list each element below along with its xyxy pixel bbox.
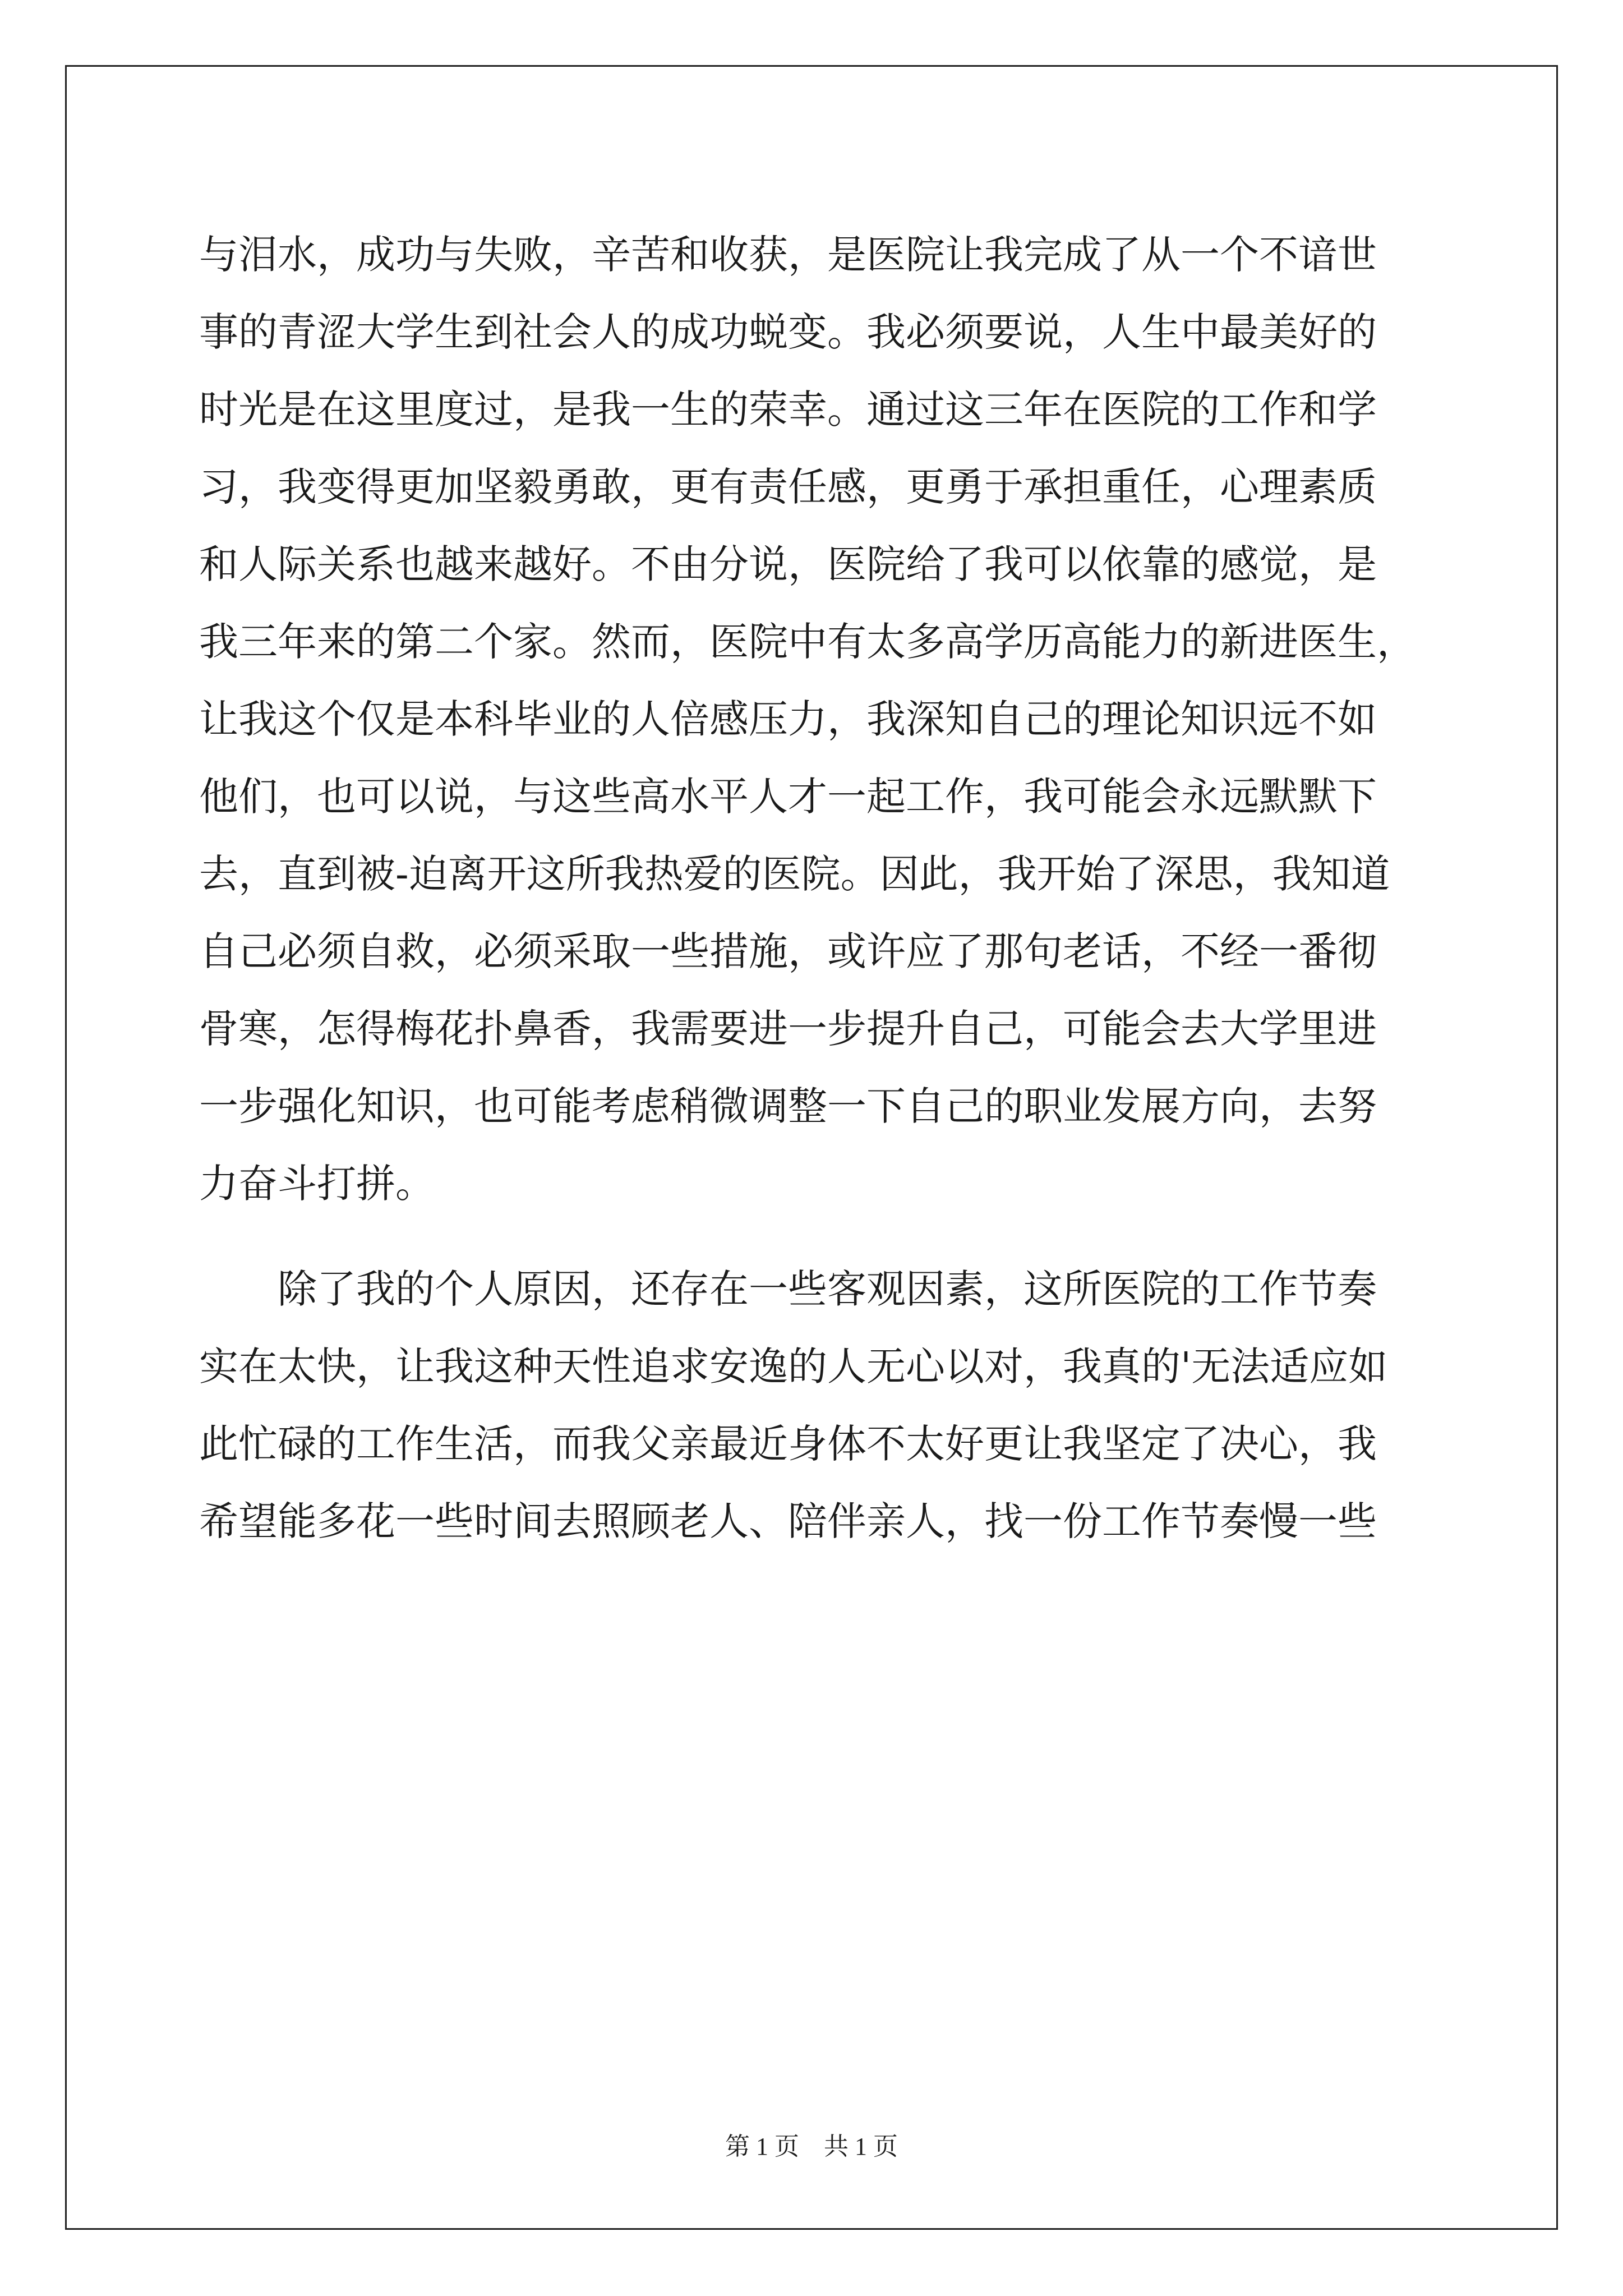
text-line: 力奋斗打拼。 (199, 1161, 435, 1207)
text-line: 让我这个仅是本科毕业的人倍感压力，我深知自己的理论知识远不如 (199, 696, 1377, 742)
text-line: 习，我变得更加坚毅勇敢，更有责任感，更勇于承担重任，心理素质 (199, 464, 1377, 510)
page-number: 第 1 页 (725, 2133, 799, 2160)
paragraph-1 (199, 216, 1433, 1222)
text-line: 他们，也可以说，与这些高水平人才一起工作，我可能会永远默默下 (199, 774, 1377, 820)
text-line: 实在太快，让我这种天性追求安逸的人无心以对，我真的'无法适应如 (199, 1343, 1388, 1389)
text-line: 和人际关系也越来越好。不由分说，医院给了我可以依靠的感觉，是 (199, 541, 1377, 587)
text-line: 除了我的个人原因，还存在一些客观因素，这所医院的工作节奏 (199, 1266, 1377, 1312)
text-line: 希望能多花一些时间去照顾老人、陪伴亲人，找一份工作节奏慢一些 (199, 1498, 1377, 1544)
text-line: 自己必须自救，必须采取一些措施，或许应了那句老话，不经一番彻 (199, 928, 1377, 974)
page-total: 共 1 页 (824, 2133, 898, 2160)
footer-spacer (799, 2133, 824, 2160)
text-line: 与泪水，成功与失败，辛苦和收获，是医院让我完成了从一个不谙世 (199, 232, 1377, 278)
text-line: 我三年来的第二个家。然而，医院中有太多高学历高能力的新进医生， (199, 619, 1416, 665)
paragraph-2 (199, 1250, 1433, 1560)
document-body (199, 216, 1433, 1560)
text-line: 去，直到被-迫离开这所我热爱的医院。因此，我开始了深思，我知道 (199, 851, 1390, 897)
paragraph-gap (199, 1222, 1433, 1250)
text-line: 事的青涩大学生到社会人的成功蜕变。我必须要说，人生中最美好的 (199, 309, 1377, 355)
page-footer (0, 2126, 1623, 2162)
text-line: 一步强化知识，也可能考虑稍微调整一下自己的职业发展方向，去努 (199, 1083, 1377, 1129)
text-line: 骨寒，怎得梅花扑鼻香，我需要进一步提升自己，可能会去大学里进 (199, 1006, 1377, 1052)
text-line: 此忙碌的工作生活，而我父亲最近身体不太好更让我坚定了决心，我 (199, 1421, 1377, 1467)
text-line: 时光是在这里度过，是我一生的荣幸。通过这三年在医院的工作和学 (199, 386, 1377, 432)
